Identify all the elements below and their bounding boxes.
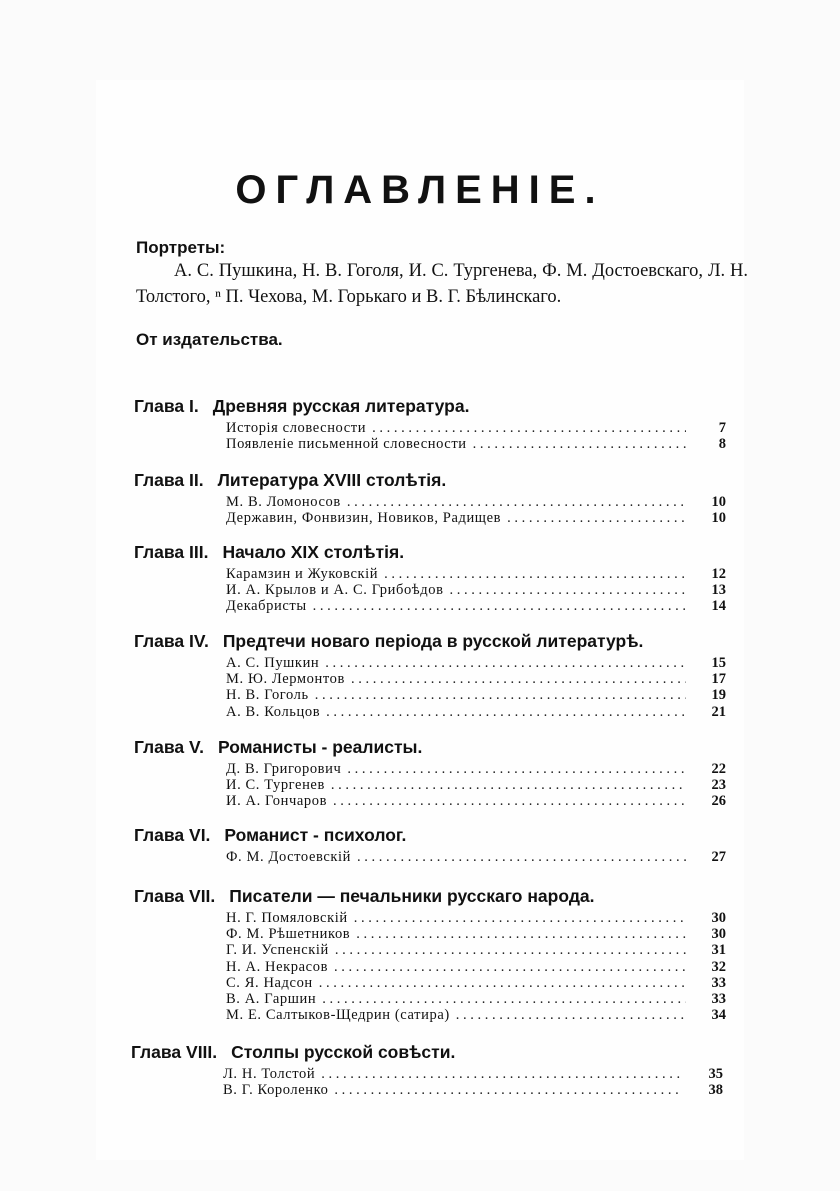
toc-entry: [226, 942, 726, 958]
chapter-entries: [226, 420, 726, 452]
dot-leader: [351, 671, 686, 687]
toc-entry: [226, 436, 726, 452]
chapter-entries: [226, 494, 726, 526]
entry-name: Исторія словесности: [226, 420, 367, 436]
entry-page-number: 33: [711, 990, 726, 1007]
toc-entry: [226, 1007, 726, 1023]
toc-entry: [226, 777, 726, 793]
entry-name: Л. Н. Толстой: [223, 1066, 316, 1082]
toc-entry: [226, 598, 726, 614]
dot-leader: [456, 1007, 686, 1023]
dot-leader: [334, 1082, 683, 1098]
dot-leader: [357, 849, 686, 865]
entry-page-number: 34: [711, 1007, 726, 1024]
chapter-title: Начало XIX столѣтія.: [222, 542, 405, 562]
entry-name: Державин, Фонвизин, Новиков, Радищев: [226, 510, 502, 527]
chapter-block: [134, 886, 734, 1023]
chapter-title: Предтечи новаго періода в русской литературѣ.: [222, 631, 644, 651]
entry-name: И. С. Тургенев: [226, 777, 325, 794]
toc-entry: [226, 420, 726, 436]
chapter-number: Глава VI.: [134, 825, 211, 845]
chapter-heading: [134, 542, 734, 566]
entry-page-number: 23: [711, 777, 726, 794]
entry-page-number: 38: [708, 1082, 723, 1099]
dot-leader: [372, 420, 686, 436]
dot-leader: [325, 655, 686, 671]
toc-entry: [226, 761, 726, 777]
chapter-title: Писатели — печальники русскаго народа.: [229, 886, 595, 906]
dot-leader: [507, 510, 686, 526]
entry-page-number: 31: [711, 942, 726, 959]
dot-leader: [347, 761, 686, 777]
chapter-block: [131, 1042, 731, 1098]
dot-leader: [334, 959, 686, 975]
chapter-entries: [223, 1066, 723, 1098]
chapter-title: Столпы русской совѣсти.: [231, 1042, 456, 1062]
entry-page-number: 13: [711, 582, 726, 599]
dot-leader: [354, 910, 686, 926]
entry-name: М. Е. Салтыков-Щедрин (сатира): [226, 1007, 450, 1024]
entry-page-number: 32: [711, 958, 726, 975]
toc-entry: [226, 991, 726, 1007]
entry-name: Ф. М. Достоевскій: [226, 849, 352, 865]
toc-entry: [226, 849, 726, 865]
entry-name: Появленіе письменной словесности: [226, 436, 467, 453]
chapter-entries: [226, 910, 726, 1023]
chapter-number: Глава V.: [134, 737, 204, 757]
dot-leader: [335, 942, 686, 958]
toc-entry: [226, 910, 726, 926]
toc-entry: [226, 975, 726, 991]
toc-entry: [226, 510, 726, 526]
entry-name: Н. Г. Помяловскій: [226, 910, 348, 926]
entry-page-number: 22: [711, 761, 726, 777]
dot-leader: [313, 598, 686, 614]
entry-name: Декабристы: [226, 598, 307, 615]
entry-name: И. А. Гончаров: [226, 793, 328, 810]
chapter-heading: [134, 825, 734, 849]
entry-page-number: 10: [711, 510, 726, 527]
entry-page-number: 33: [711, 974, 726, 991]
chapter-title: Романист - психолог.: [224, 825, 407, 845]
chapter-heading: [134, 737, 734, 761]
entry-page-number: 10: [711, 494, 726, 510]
entry-name: М. В. Ломоносов: [226, 494, 341, 510]
toc-entry: [226, 704, 726, 720]
chapter-block: [134, 470, 734, 526]
entry-page-number: 8: [718, 436, 726, 453]
chapter-heading: [134, 396, 734, 420]
entry-name: И. А. Крылов и А. С. Грибоѣдов: [226, 582, 444, 599]
chapter-heading: [134, 886, 734, 910]
toc-entry: [226, 793, 726, 809]
dot-leader: [333, 793, 686, 809]
toc-entry: [223, 1066, 723, 1082]
chapter-number: Глава III.: [134, 542, 209, 562]
chapter-number: Глава VII.: [134, 886, 216, 906]
toc-entry: [226, 655, 726, 671]
chapter-entries: [226, 849, 726, 865]
entry-page-number: 27: [711, 849, 726, 865]
chapter-heading: [134, 631, 734, 655]
chapter-entries: [226, 566, 726, 615]
chapter-heading: [134, 470, 734, 494]
chapter-block: [134, 825, 734, 865]
toc-entry: [226, 671, 726, 687]
dot-leader: [319, 975, 686, 991]
dot-leader: [331, 777, 686, 793]
entry-name: Н. В. Гоголь: [226, 687, 309, 704]
chapter-number: Глава VIII.: [131, 1042, 218, 1062]
toc-entry: [226, 582, 726, 598]
entry-name: Н. А. Некрасов: [226, 958, 329, 975]
dot-leader: [322, 991, 686, 1007]
entry-name: В. Г. Короленко: [223, 1082, 329, 1099]
dot-leader: [356, 926, 686, 942]
entry-page-number: 17: [711, 671, 726, 688]
entry-name: М. Ю. Лермонтов: [226, 671, 345, 688]
entry-name: Карамзин и Жуковскій: [226, 566, 379, 582]
entry-page-number: 26: [711, 793, 726, 810]
entry-name: В. А. Гаршин: [226, 990, 317, 1007]
chapter-number: Глава II.: [134, 470, 204, 490]
entry-name: Г. И. Успенскій: [226, 942, 329, 959]
chapter-number: Глава I.: [134, 396, 199, 416]
entry-name: Д. В. Григорович: [226, 761, 342, 777]
entry-name: А. В. Кольцов: [226, 703, 321, 720]
toc-entry: [226, 566, 726, 582]
toc-entry: [226, 959, 726, 975]
portraits-heading: Портреты:: [136, 238, 226, 257]
chapter-title: Литература XVIII столѣтія.: [217, 470, 447, 490]
entry-page-number: 15: [711, 655, 726, 671]
dot-leader: [315, 687, 686, 703]
toc-entry: [226, 494, 726, 510]
chapter-entries: [226, 761, 726, 810]
entry-page-number: 30: [711, 910, 726, 926]
chapter-block: [134, 396, 734, 452]
chapter-heading: [131, 1042, 731, 1066]
toc-entry: [226, 926, 726, 942]
publisher-note: От издательства.: [136, 330, 283, 349]
entry-page-number: 14: [711, 598, 726, 615]
dot-leader: [321, 1066, 683, 1082]
page-title: ОГЛАВЛЕНIЕ.: [235, 168, 605, 212]
chapter-block: [134, 737, 734, 810]
chapter-block: [134, 631, 734, 720]
entry-name: С. Я. Надсон: [226, 974, 313, 991]
dot-leader: [326, 704, 686, 720]
entry-name: Ф. М. Рѣшетников: [226, 926, 351, 943]
dot-leader: [450, 582, 686, 598]
entry-name: А. С. Пушкин: [226, 655, 320, 671]
portraits-list: А. С. Пушкина, Н. В. Гоголя, И. С. Тургенева, Ф. М. Достоевскаго, Л. Н. Толстого, ⁿ П. Чехова, М. Горькаго и В. Г. Бѣлинскаго.: [136, 261, 748, 307]
chapter-title: Романисты - реалисты.: [217, 737, 423, 757]
dot-leader: [347, 494, 686, 510]
toc-entry: [223, 1082, 723, 1098]
entry-page-number: 35: [708, 1066, 723, 1082]
entry-page-number: 19: [711, 687, 726, 704]
entry-page-number: 12: [711, 566, 726, 582]
dot-leader: [473, 436, 686, 452]
chapter-entries: [226, 655, 726, 720]
entry-page-number: 30: [711, 926, 726, 943]
chapter-block: [134, 542, 734, 615]
chapter-title: Древняя русская литература.: [212, 396, 470, 416]
toc-entry: [226, 687, 726, 703]
entry-page-number: 21: [711, 703, 726, 720]
entry-page-number: 7: [718, 420, 726, 436]
dot-leader: [384, 566, 686, 582]
chapter-number: Глава IV.: [134, 631, 209, 651]
